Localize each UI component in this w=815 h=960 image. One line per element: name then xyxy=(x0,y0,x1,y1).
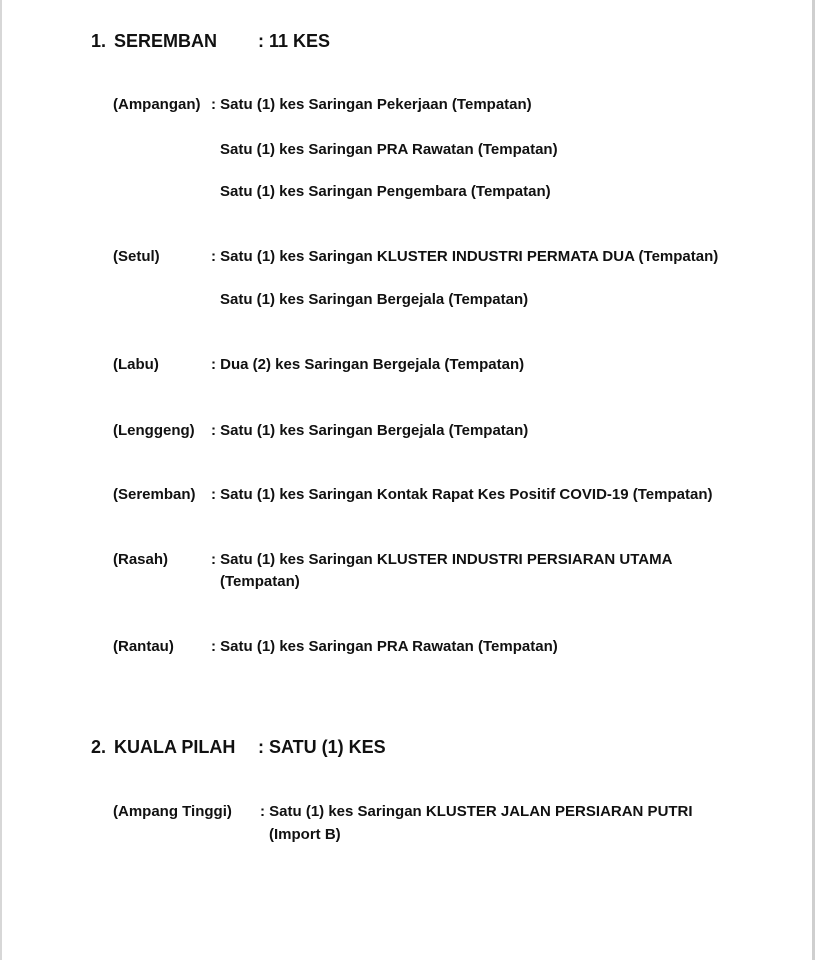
area-label-seremban: (Seremban) xyxy=(113,486,196,503)
case-line: : Satu (1) kes Saringan PRA Rawatan (Tempatan) xyxy=(211,638,558,655)
case-line: : Satu (1) kes Saringan Pekerjaan (Tempatan) xyxy=(211,96,532,113)
page-left-edge xyxy=(0,0,2,960)
case-line: : Satu (1) kes Saringan KLUSTER JALAN PERSIARAN PUTRI xyxy=(260,803,693,820)
case-line: Satu (1) kes Saringan Pengembara (Tempatan) xyxy=(220,183,551,200)
section-number: 1. xyxy=(91,31,107,51)
area-label-rantau: (Rantau) xyxy=(113,638,174,655)
area-label-ampang-tinggi: (Ampang Tinggi) xyxy=(113,803,232,820)
section-case-count: : 11 KES xyxy=(258,31,331,51)
area-label-rasah: (Rasah) xyxy=(113,551,169,568)
area-label-lenggeng: (Lenggeng) xyxy=(113,422,195,439)
case-line: : Satu (1) kes Saringan KLUSTER INDUSTRI PERSIARAN UTAMA xyxy=(211,551,673,568)
case-line: Satu (1) kes Saringan Bergejala (Tempatan) xyxy=(220,291,529,308)
case-line: (Import B) xyxy=(269,826,341,843)
area-label-setul: (Setul) xyxy=(113,248,160,265)
case-line: : Satu (1) kes Saringan Kontak Rapat Kes Positif COVID-19 (Tempatan) xyxy=(211,486,713,503)
area-label-labu: (Labu) xyxy=(113,356,159,373)
section-district-name: KUALA PILAH xyxy=(114,737,236,757)
case-line: : Satu (1) kes Saringan KLUSTER INDUSTRI PERMATA DUA (Tempatan) xyxy=(211,248,719,265)
case-line: Satu (1) kes Saringan PRA Rawatan (Tempatan) xyxy=(220,141,558,158)
section-case-count: : SATU (1) KES xyxy=(258,737,386,757)
case-line: : Dua (2) kes Saringan Bergejala (Tempatan) xyxy=(211,356,525,373)
case-line: : Satu (1) kes Saringan Bergejala (Tempatan) xyxy=(211,422,529,439)
section-number: 2. xyxy=(91,737,107,757)
area-label-ampangan: (Ampangan) xyxy=(113,96,201,113)
case-line: (Tempatan) xyxy=(220,573,300,590)
section-district-name: SEREMBAN xyxy=(114,31,218,51)
